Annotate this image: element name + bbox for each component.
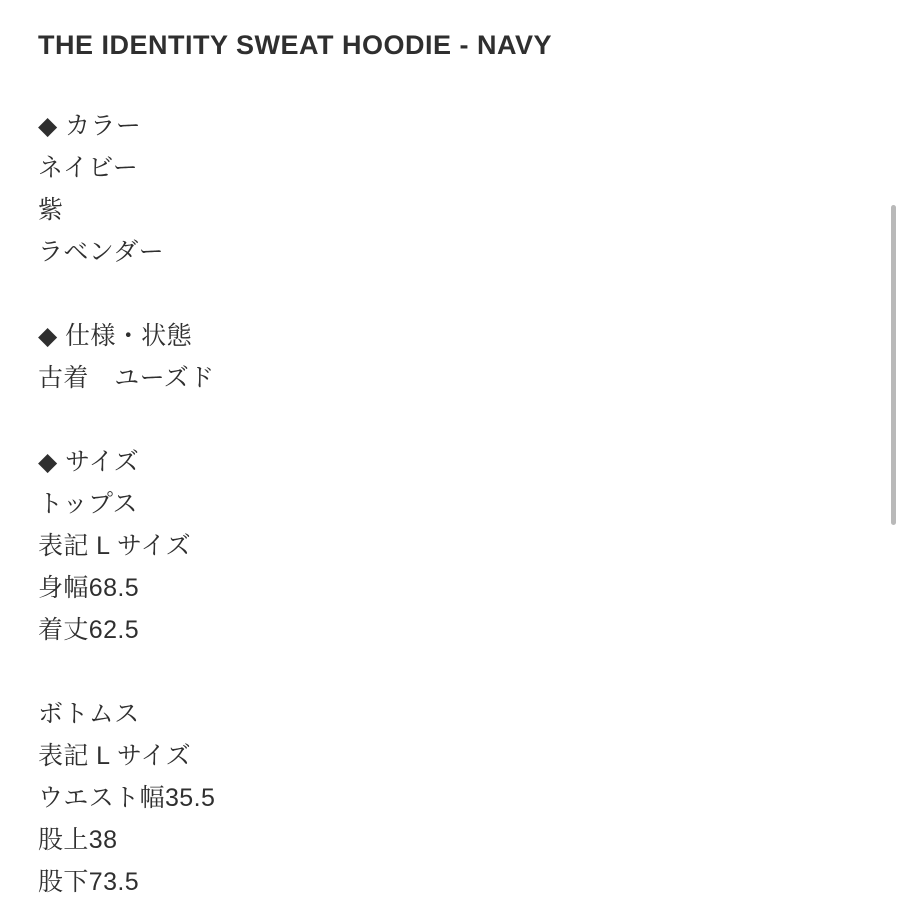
section-line: 着丈62.5 — [38, 616, 140, 645]
section-line: 股上38 — [38, 826, 118, 855]
spacer-line — [38, 399, 860, 441]
section-color — [38, 105, 860, 273]
section-condition — [38, 315, 860, 399]
section-line: 紫 — [38, 196, 64, 225]
section-line: 表記 L サイズ — [38, 532, 192, 561]
section-line: 股下73.5 — [38, 868, 140, 897]
section-size — [38, 441, 860, 903]
section-line: トップス — [38, 490, 138, 519]
document-body — [38, 105, 860, 903]
section-heading: ◆ サイズ — [38, 448, 140, 477]
section-line: 古着 ユーズド — [38, 364, 215, 393]
scrollbar-thumb[interactable] — [891, 205, 896, 525]
section-line: 表記 L サイズ — [38, 742, 192, 771]
section-line: ボトムス — [38, 700, 140, 729]
scrollbar[interactable] — [888, 0, 900, 900]
section-line: ウエスト幅35.5 — [38, 784, 216, 813]
section-heading: ◆ カラー — [38, 112, 142, 141]
section-line: ラベンダー — [38, 238, 165, 267]
section-line: 身幅68.5 — [38, 574, 140, 603]
spacer-line — [38, 273, 860, 315]
section-line — [38, 651, 860, 693]
page-title: THE IDENTITY SWEAT HOODIE - NAVY — [38, 30, 553, 60]
section-heading: ◆ 仕様・状態 — [38, 322, 192, 351]
section-line: ネイビー — [38, 154, 139, 183]
